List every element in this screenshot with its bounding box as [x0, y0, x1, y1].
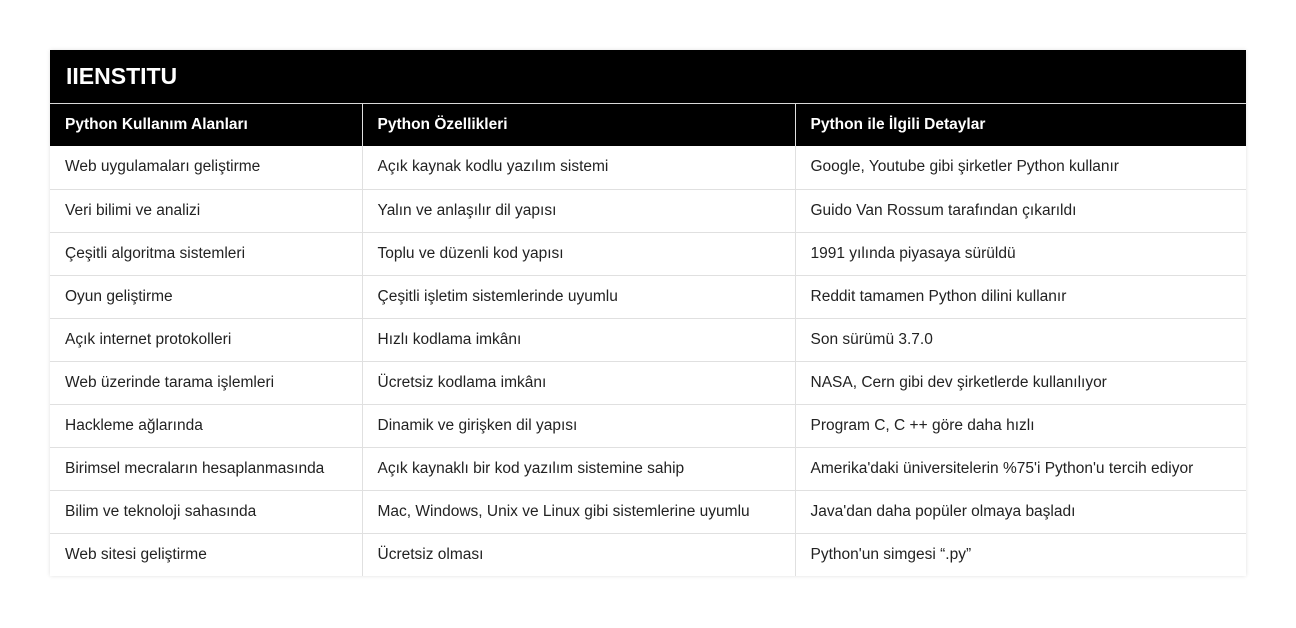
cell-feature: Yalın ve anlaşılır dil yapısı: [362, 189, 795, 232]
cell-usage-area: Veri bilimi ve analizi: [50, 189, 362, 232]
cell-detail: Program C, C ++ göre daha hızlı: [795, 404, 1246, 447]
cell-usage-area: Çeşitli algoritma sistemleri: [50, 232, 362, 275]
table-row: [50, 361, 1246, 404]
comparison-table: [50, 50, 1246, 576]
table-row: [50, 232, 1246, 275]
table-row: [50, 490, 1246, 533]
cell-usage-area: Web sitesi geliştirme: [50, 533, 362, 576]
table-row: [50, 533, 1246, 576]
cell-detail: 1991 yılında piyasaya sürüldü: [795, 232, 1246, 275]
cell-feature: Ücretsiz kodlama imkânı: [362, 361, 795, 404]
table-row: [50, 318, 1246, 361]
cell-usage-area: Birimsel mecraların hesaplanmasında: [50, 447, 362, 490]
cell-feature: Açık kaynak kodlu yazılım sistemi: [362, 146, 795, 189]
cell-detail: Reddit tamamen Python dilini kullanır: [795, 275, 1246, 318]
column-header-details: Python ile İlgili Detaylar: [795, 104, 1246, 146]
cell-detail: Python'un simgesi “.py”: [795, 533, 1246, 576]
cell-detail: Son sürümü 3.7.0: [795, 318, 1246, 361]
cell-usage-area: Hackleme ağlarında: [50, 404, 362, 447]
column-header-features: Python Özellikleri: [362, 104, 795, 146]
cell-detail: Amerika'daki üniversitelerin %75'i Python'u tercih ediyor: [795, 447, 1246, 490]
data-table: [50, 104, 1246, 576]
table-row: [50, 275, 1246, 318]
cell-usage-area: Açık internet protokolleri: [50, 318, 362, 361]
cell-feature: Toplu ve düzenli kod yapısı: [362, 232, 795, 275]
cell-detail: Google, Youtube gibi şirketler Python kullanır: [795, 146, 1246, 189]
cell-usage-area: Web üzerinde tarama işlemleri: [50, 361, 362, 404]
table-row: [50, 447, 1246, 490]
table-row: [50, 404, 1246, 447]
column-header-usage-areas: Python Kullanım Alanları: [50, 104, 362, 146]
cell-feature: Açık kaynaklı bir kod yazılım sistemine sahip: [362, 447, 795, 490]
cell-feature: Çeşitli işletim sistemlerinde uyumlu: [362, 275, 795, 318]
cell-usage-area: Oyun geliştirme: [50, 275, 362, 318]
table-title: IIENSTITU: [50, 50, 1246, 104]
cell-usage-area: Web uygulamaları geliştirme: [50, 146, 362, 189]
cell-usage-area: Bilim ve teknoloji sahasında: [50, 490, 362, 533]
cell-detail: Guido Van Rossum tarafından çıkarıldı: [795, 189, 1246, 232]
cell-feature: Ücretsiz olması: [362, 533, 795, 576]
cell-detail: NASA, Cern gibi dev şirketlerde kullanılıyor: [795, 361, 1246, 404]
cell-detail: Java'dan daha popüler olmaya başladı: [795, 490, 1246, 533]
header-row: [50, 104, 1246, 146]
cell-feature: Mac, Windows, Unix ve Linux gibi sistemlerine uyumlu: [362, 490, 795, 533]
table-row: [50, 189, 1246, 232]
cell-feature: Hızlı kodlama imkânı: [362, 318, 795, 361]
cell-feature: Dinamik ve girişken dil yapısı: [362, 404, 795, 447]
table-row: [50, 146, 1246, 189]
